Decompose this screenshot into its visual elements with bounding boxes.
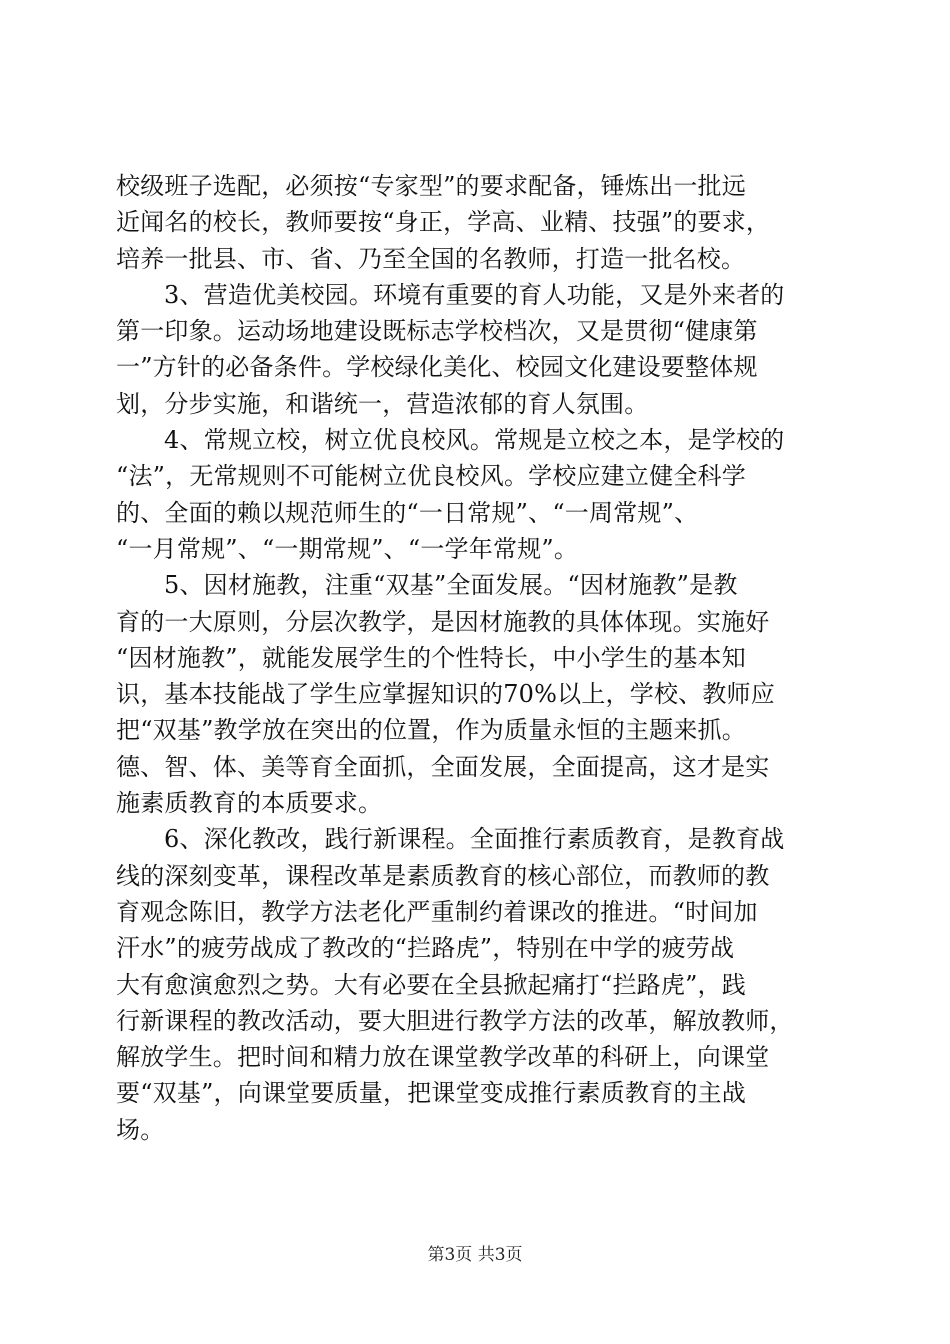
text-line: 第一印象。运动场地建设既标志学校档次，又是贯彻“健康第: [116, 317, 758, 346]
text-line: 场。: [116, 1115, 165, 1144]
page-footer: 第3页 共3页: [427, 1245, 523, 1265]
text-line: 施素质教育的本质要求。: [116, 789, 383, 818]
paragraph-first-line: 5、因材施教，注重“双基”全面发展。“因材施教”是教: [164, 571, 738, 600]
text-line: 德、智、体、美等育全面抓，全面发展，全面提高，这才是实: [116, 752, 770, 781]
paragraph-first-line: 3、营造优美校园。环境有重要的育人功能，又是外来者的: [164, 280, 785, 309]
text-line: 大有愈演愈烈之势。大有必要在全县掀起痛打“拦路虎”，践: [116, 970, 746, 999]
text-line: 识，基本技能战了学生应掌握知识的70%以上，学校、教师应: [116, 680, 775, 709]
text-line: 育观念陈旧，教学方法老化严重制约着课改的推进。“时间加: [116, 897, 758, 926]
text-line: 汗水”的疲劳战成了教改的“拦路虎”，特别在中学的疲劳战: [116, 934, 735, 963]
text-line: 解放学生。把时间和精力放在课堂教学改革的科研上，向课堂: [116, 1043, 770, 1072]
text-line: “一月常规”、“一期常规”、“一学年常规”。: [116, 534, 579, 563]
text-line: “法”，无常规则不可能树立优良校风。学校应建立健全科学: [116, 462, 746, 491]
text-line: 行新课程的教改活动，要大胆进行教学方法的改革，解放教师，: [116, 1006, 794, 1035]
body-text: [116, 168, 836, 1148]
text-line: 线的深刻变革，课程改革是素质教育的核心部位，而教师的教: [116, 861, 770, 890]
text-line: 要“双基”，向课堂要质量，把课堂变成推行素质教育的主战: [116, 1079, 746, 1108]
text-line: 把“双基”教学放在突出的位置，作为质量永恒的主题来抓。: [116, 716, 746, 745]
text-line: 培养一批县、市、省、乃至全国的名教师，打造一批名校。: [116, 244, 746, 273]
paragraph-first-line: 6、深化教改，践行新课程。全面推行素质教育，是教育战: [164, 825, 785, 854]
paragraph-first-line: 4、常规立校，树立优良校风。常规是立校之本，是学校的: [164, 426, 785, 455]
text-line: 的、全面的赖以规范师生的“一日常规”、“一周常规”、: [116, 498, 699, 527]
text-line: 近闻名的校长，教师要按“身正，学高、业精、技强”的要求，: [116, 208, 771, 237]
text-line: 划，分步实施，和谐统一，营造浓郁的育人氛围。: [116, 389, 649, 418]
text-line: 校级班子选配，必须按“专家型”的要求配备，锤炼出一批远: [116, 172, 746, 200]
text-line: 育的一大原则，分层次教学，是因材施教的具体体现。实施好: [116, 607, 770, 636]
text-line: “因材施教”，就能发展学生的个性特长，中小学生的基本知: [116, 643, 746, 672]
text-line: 一”方针的必备条件。学校绿化美化、校园文化建设要整体规: [116, 353, 758, 382]
